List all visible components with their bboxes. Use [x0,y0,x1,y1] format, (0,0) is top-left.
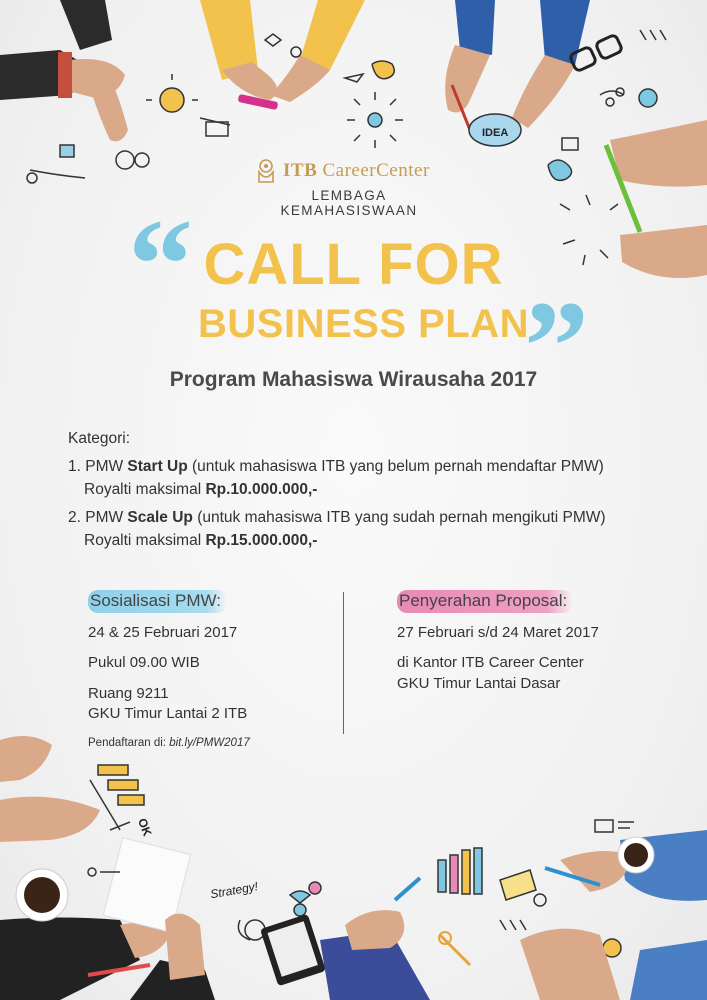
penyerahan-place: di Kantor ITB Career Center [397,654,584,672]
ok-doodle-text: OK [135,816,155,839]
kategori-item-royalty [68,479,606,501]
royalty-label: Royalti maksimal [84,531,206,549]
close-quote-mark: ” [524,275,589,419]
kategori-item-line [68,507,606,529]
idea-cloud-label: IDEA [482,127,509,139]
logo-brand-bold: ITB [283,160,318,181]
kategori-item-name: Start Up [127,458,188,476]
sosialisasi-date: 24 & 25 Februari 2017 [88,624,238,641]
itb-career-center-logo [255,158,455,218]
top-yellow-sleeve-hand [200,0,365,110]
penyerahan-location [397,653,667,694]
sosialisasi-time: Pukul 09.00 WIB [88,654,200,672]
penyerahan-section [397,590,667,694]
kategori-item [68,456,606,501]
strategy-doodle-text: Strategy! [209,879,259,902]
royalty-label: Royalti maksimal [84,480,206,498]
kategori-item-line [68,456,606,478]
column-divider [343,592,344,734]
registration-note [88,736,328,752]
registration-link[interactable]: bit.ly/PMW2017 [169,737,250,749]
kategori-item-desc: (untuk mahasiswa ITB yang sudah pernah mengikuti PMW) [192,509,606,527]
logo-brand-rest: CareerCenter [322,160,430,181]
kategori-item-royalty [68,530,606,552]
registration-label: Pendaftaran di: [88,737,170,749]
penyerahan-heading: Penyerahan Proposal: [397,590,573,613]
penyerahan-building: GKU Timur Lantai Dasar [397,674,561,692]
kategori-item-num: 2. PMW [68,509,128,527]
penyerahan-dates: 27 Februari s/d 24 Maret 2017 [397,624,599,641]
bottom-center-hand-phone [260,878,430,1000]
kategori-item-desc: (untuk mahasiswa ITB yang belum pernah mendaftar PMW) [187,458,604,476]
bottom-left-coffee [16,869,68,921]
logo-subtitle: LEMBAGA KEMAHASISWAAN [280,188,418,218]
kategori-item-num: 1. PMW [68,458,128,476]
sosialisasi-location [88,684,328,725]
kategori-item [68,507,606,552]
kategori-heading: Kategori: [68,430,131,447]
royalty-value: Rp.15.000.000,- [205,531,318,549]
ganesha-logo-icon [255,158,277,184]
kategori-item-name: Scale Up [127,509,193,527]
sosialisasi-heading: Sosialisasi PMW: [88,590,227,613]
sosialisasi-room: Ruang 9211 [88,684,169,702]
sosialisasi-section [88,590,328,752]
title-line-1: CALL FOR [203,232,504,297]
sosialisasi-building: GKU Timur Lantai 2 ITB [88,704,248,722]
open-quote-mark: “ [128,193,193,337]
top-left-hands [0,0,128,141]
logo-wordmark [283,160,430,182]
program-subtitle: Program Mahasiswa Wirausaha 2017 [169,368,538,391]
title-line-2: BUSINESS PLAN [198,302,529,346]
royalty-value: Rp.10.000.000,- [205,480,318,498]
kategori-section [68,428,606,552]
